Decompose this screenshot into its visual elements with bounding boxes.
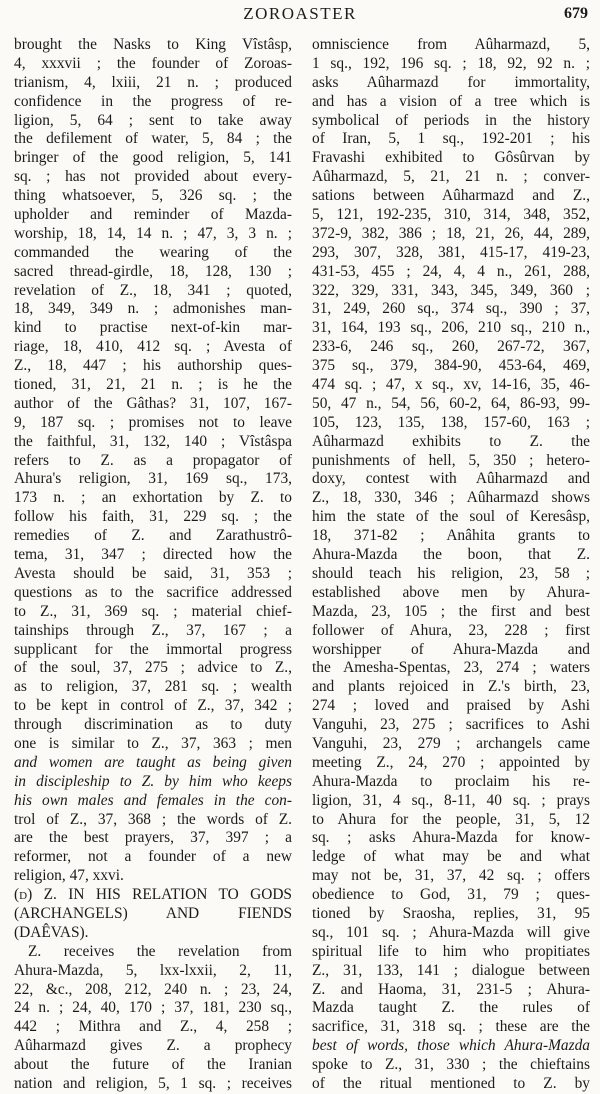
- text-line: to be kept in control of Z., 37, 342 ;: [14, 697, 292, 715]
- text-line: remedies of Z. and Zarathustrô-: [14, 527, 292, 545]
- text-line: follower of Ahura, 23, 228 ; first: [312, 621, 590, 639]
- text-line: the Amesha-Spentas, 23, 274 ; waters: [312, 659, 590, 677]
- text-line: tioned, 31, 21, 21 n. ; is he the: [14, 376, 292, 394]
- text-line: ledge of what may be and what: [312, 848, 590, 866]
- text-line: Fravashi exhibited to Gôsûrvan by: [312, 149, 590, 167]
- text-line: Vanguhi, 23, 275 ; sacrifices to Ashi: [312, 716, 590, 734]
- text-line: trianism, 4, lxiii, 21 n. ; produced: [14, 73, 292, 91]
- text-line: meeting Z., 24, 270 ; appointed by: [312, 753, 590, 771]
- text-line: and has a vision of a tree which is: [312, 92, 590, 110]
- text-line: riage, 18, 410, 412 sq. ; Avesta of: [14, 338, 292, 356]
- text-line: Z. receives the revelation from: [28, 942, 292, 960]
- text-line: ligion, 31, 4 sq., 8-11, 40 sq. ; prays: [312, 791, 590, 809]
- text-line: refers to Z. as a propagator of: [14, 451, 292, 469]
- text-line: 18, 371-82 ; Anâhita grants to: [312, 527, 590, 545]
- text-line: are the best prayers, 37, 397 ; a: [14, 829, 292, 847]
- text-line: sq., 101 sq. ; Ahura-Mazda will give: [312, 923, 590, 941]
- text-line: 105, 123, 135, 138, 157-60, 163 ;: [312, 413, 590, 431]
- text-line: 50, 47 n., 54, 56, 60-2, 64, 86-93, 99-: [312, 394, 590, 412]
- text-line: 9, 187 sq. ; promises not to leave: [14, 413, 292, 431]
- text-line: in discipleship to Z. by him who keeps: [14, 772, 292, 790]
- text-line: trol of Z., 37, 368 ; the words of Z.: [14, 810, 292, 828]
- text-line: author of the Gâthas? 31, 107, 167-: [14, 394, 292, 412]
- text-line: ligion, 5, 64 ; sent to take away: [14, 111, 292, 129]
- text-line: 474 sq. ; 47, x sq., xv, 14-16, 35, 46-: [312, 376, 590, 394]
- text-line: to Z., 31, 369 sq. ; material chief-: [14, 602, 292, 620]
- text-line: sq. ; has not provided about every-: [14, 168, 292, 186]
- text-line: omniscience from Aûharmazd, 5,: [312, 36, 590, 53]
- text-line: kind to practise next-of-kin mar-: [14, 319, 292, 337]
- text-line: nation and religion, 5, 1 sq. ; receives: [14, 1074, 292, 1092]
- text-line: 431-53, 455 ; 24, 4, 4 n., 261, 288,: [312, 262, 590, 280]
- page-header: [0, 4, 600, 26]
- page-number: 679: [564, 5, 588, 22]
- text-line: to Ahura for the people, 31, 5, 12: [312, 810, 590, 828]
- text-line: Z., 18, 447 ; his authorship ques-: [14, 357, 292, 375]
- text-line: as to religion, 37, 281 sq. ; wealth: [14, 678, 292, 696]
- text-line: spoke to Z., 31, 330 ; the chieftains: [312, 1056, 590, 1074]
- left-column: [14, 36, 292, 1094]
- text-line: and plants rejoiced in Z.'s birth, 23,: [312, 678, 590, 696]
- text-line: Ahura's religion, 31, 169 sq., 173,: [14, 470, 292, 488]
- text-line: of Iran, 5, 1 sq., 192-201 ; his: [312, 130, 590, 148]
- text-line: Z., 31, 133, 141 ; dialogue between: [312, 961, 590, 979]
- text-line: 293, 307, 328, 381, 415-17, 419-23,: [312, 243, 590, 261]
- text-line: questions as to the sacrifice addressed: [14, 583, 292, 601]
- text-line: tainships through Z., 37, 167 ; a: [14, 621, 292, 639]
- text-line: the faithful, 31, 132, 140 ; Vîstâspa: [14, 432, 292, 450]
- text-line: (DAÊVAS).: [14, 923, 89, 941]
- text-line: Ahura-Mazda the boon, that Z.: [312, 546, 590, 564]
- text-line: him the state of the soul of Keresâsp,: [312, 508, 590, 526]
- text-line: supplicant for the immortal progress: [14, 640, 292, 658]
- text-line: of the soul, 37, 275 ; advice to Z.,: [14, 659, 292, 677]
- text-line: tema, 31, 347 ; directed how the: [14, 546, 292, 564]
- text-line: 31, 164, 193 sq., 206, 210 sq., 210 n.,: [312, 319, 590, 337]
- text-line: the defilement of water, 5, 84 ; the: [14, 130, 292, 148]
- text-line: spiritual life to him who propitiates: [312, 942, 590, 960]
- text-line: Vanguhi, 23, 279 ; archangels came: [312, 734, 590, 752]
- text-line: Avesta should be said, 31, 353 ;: [14, 564, 292, 582]
- text-line: through discrimination as to duty: [14, 716, 292, 734]
- text-line: commanded the wearing of the: [14, 243, 292, 261]
- text-line: follow his faith, 31, 229 sq. ; the: [14, 508, 292, 526]
- text-line: upholder and reminder of Mazda-: [14, 206, 292, 224]
- text-line: Aûharmazd, 5, 21, 21 n. ; conver-: [312, 168, 590, 186]
- text-line: established above men by Ahura-: [312, 583, 590, 601]
- text-line: brought the Nasks to King Vîstâsp,: [14, 36, 292, 53]
- text-line: Ahura-Mazda, 5, lxx-lxxii, 2, 11,: [14, 961, 292, 979]
- text-line: 173 n. ; an exhortation by Z. to: [14, 489, 292, 507]
- text-line: worship, 18, 14, 14 n. ; 47, 3, 3 n. ;: [14, 224, 292, 242]
- text-line: best of words, those which Ahura-Mazda: [312, 1037, 590, 1055]
- text-line: 31, 249, 260 sq., 374 sq., 390 ; 37,: [312, 300, 590, 318]
- right-column: [312, 36, 590, 1094]
- text-line: Z. and Haoma, 31, 231-5 ; Ahura-: [312, 980, 590, 998]
- text-line: worshipper of Ahura-Mazda and: [312, 640, 590, 658]
- text-line: Z., 18, 330, 346 ; Aûharmazd shows: [312, 489, 590, 507]
- text-line: sacred thread-girdle, 18, 128, 130 ;: [14, 262, 292, 280]
- text-line: should teach his religion, 23, 58 ;: [312, 564, 590, 582]
- text-line: 372-9, 382, 386 ; 18, 21, 26, 44, 289,: [312, 224, 590, 242]
- text-line: Ahura-Mazda to proclaim his re-: [312, 772, 590, 790]
- text-line: 375 sq., 379, 384-90, 453-64, 469,: [312, 357, 590, 375]
- text-line: sations between Aûharmazd and Z.,: [312, 187, 590, 205]
- text-line: Mazda taught Z. the rules of: [312, 999, 590, 1017]
- text-line: 322, 329, 331, 343, 345, 349, 360 ;: [312, 281, 590, 299]
- text-line: (ARCHANGELS) AND FIENDS: [14, 904, 292, 922]
- text-line: doxy, contest with Aûharmazd and: [312, 470, 590, 488]
- text-line: symbolical of periods in the history: [312, 111, 590, 129]
- text-line: 18, 349, 349 n. ; admonishes man-: [14, 300, 292, 318]
- text-line: and women are taught as being given: [14, 753, 292, 771]
- text-line: 4, xxxvii ; the founder of Zoroas-: [14, 54, 292, 72]
- text-line: one is similar to Z., 37, 363 ; men: [14, 734, 292, 752]
- text-line: Aûharmazd exhibits to Z. the: [312, 432, 590, 450]
- text-line: Aûharmazd gives Z. a prophecy: [14, 1037, 292, 1055]
- text-line: bringer of the good religion, 5, 141: [14, 149, 292, 167]
- text-line: 24 n. ; 24, 40, 170 ; 37, 181, 230 sq.,: [14, 999, 292, 1017]
- text-line: confidence in the progress of re-: [14, 92, 292, 110]
- text-line: his own males and females in the con-: [14, 791, 292, 809]
- text-line: (d) Z. IN HIS RELATION TO GODS: [14, 886, 292, 904]
- text-line: Mazda, 23, 105 ; the first and best: [312, 602, 590, 620]
- text-line: religion, 47, xxvi.: [14, 867, 124, 885]
- text-line: about the future of the Iranian: [14, 1056, 292, 1074]
- text-line: revelation of Z., 18, 341 ; quoted,: [14, 281, 292, 299]
- text-line: 22, &c., 208, 212, 240 n. ; 23, 24,: [14, 980, 292, 998]
- text-line: 274 ; loved and praised by Ashi: [312, 697, 590, 715]
- text-line: tioned by Sraosha, replies, 31, 95: [312, 904, 590, 922]
- text-line: reformer, not a founder of a new: [14, 848, 292, 866]
- text-line: asks Aûharmazd for immortality,: [312, 73, 590, 91]
- running-title: ZOROASTER: [243, 4, 357, 23]
- text-line: 5, 121, 192-235, 310, 314, 348, 352,: [312, 206, 590, 224]
- text-line: thing whatsoever, 5, 326 sq. ; the: [14, 187, 292, 205]
- text-line: of the ritual mentioned to Z. by: [312, 1074, 590, 1092]
- text-line: sq. ; asks Ahura-Mazda for know-: [312, 829, 590, 847]
- text-line: punishments of hell, 5, 350 ; hetero-: [312, 451, 590, 469]
- text-line: 442 ; Mithra and Z., 4, 258 ;: [14, 1018, 292, 1036]
- text-line: obedience to God, 31, 79 ; ques-: [312, 886, 590, 904]
- text-line: 233-6, 246 sq., 260, 267-72, 367,: [312, 338, 590, 356]
- text-line: may not be, 31, 37, 42 sq. ; offers: [312, 867, 590, 885]
- text-line: 1 sq., 192, 196 sq. ; 18, 92, 92 n. ;: [312, 54, 590, 72]
- text-line: sacrifice, 31, 318 sq. ; these are the: [312, 1018, 590, 1036]
